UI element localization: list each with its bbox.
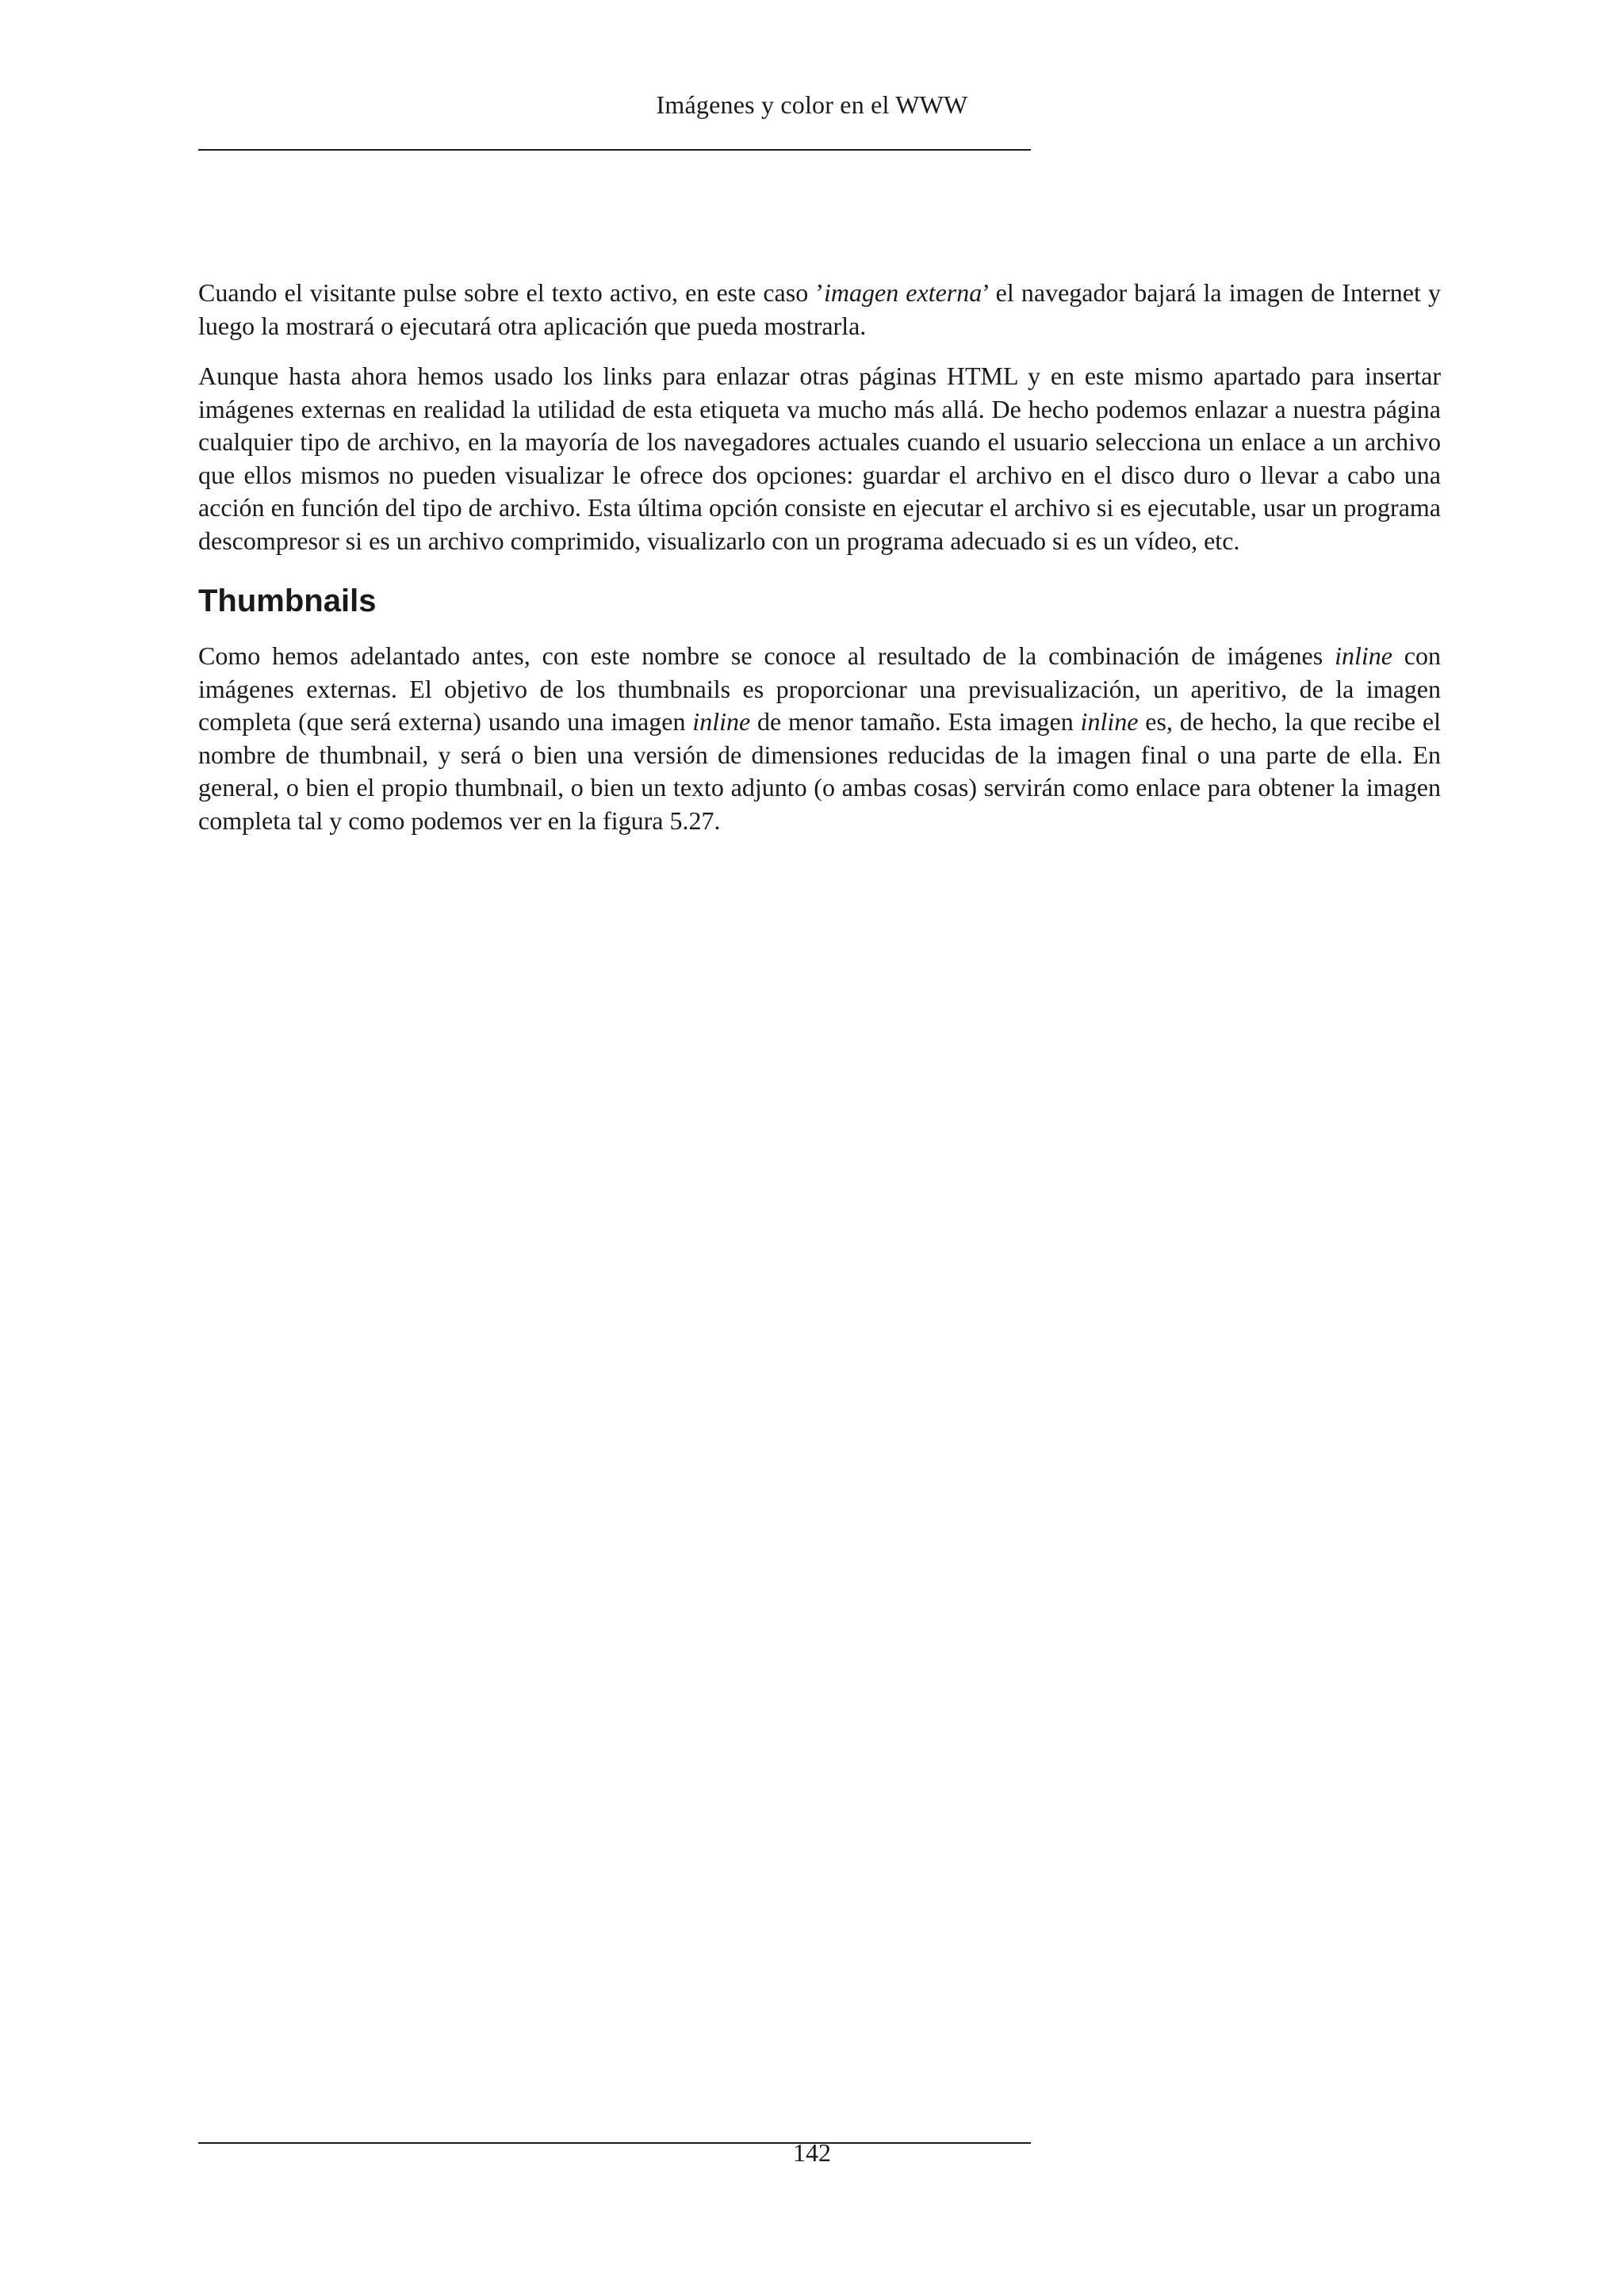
page-number: 142 xyxy=(793,2138,831,2167)
header-rule xyxy=(198,149,1031,151)
section-heading: Thumbnails xyxy=(198,584,377,618)
emphasis-inline-1: inline xyxy=(1335,641,1392,670)
paragraph-1 xyxy=(198,277,1441,342)
paragraph-3-segment-1: Como hemos adelantado antes, con este nombre se conoce al resultado de la combinación de imágenes xyxy=(198,641,1335,670)
paragraph-1-text-start: Cuando el visitante pulse sobre el texto activo, en este caso ’ xyxy=(198,278,824,307)
paragraph-1-text-end: ’ el navegador bajará la imagen de Internet y luego la mostrará o ejecutará otra aplicación que pueda mostrarla. xyxy=(198,278,1442,340)
emphasis-inline-3: inline xyxy=(1080,707,1139,736)
paragraph-3-segment-3: de menor tamaño. Esta imagen xyxy=(750,707,1081,736)
paragraph-3-segment-2: con imágenes externas. El objetivo de los thumbnails es proporcionar una previsualización, un aperitivo, de la imagen completa (que será externa) usando una imagen xyxy=(198,641,1442,736)
page-content xyxy=(198,277,1441,837)
paragraph-3 xyxy=(198,640,1441,837)
paragraph-2: Aunque hasta ahora hemos usado los links para enlazar otras páginas HTML y en este mismo apartado para insertar imágenes externas en realidad la utilidad de esta etiqueta va mucho más allá. De hecho podemos enlazar a nuestra página cualquier tipo de archivo, en la mayoría de los navegadores actuales cuando el usuario selecciona un enlace a un archivo que ellos mismos no pueden visualizar le ofrece dos opciones: guardar el archivo en el disco duro o llevar a cabo una acción en función del tipo de archivo. Esta última opción consiste en ejecutar el archivo si es ejecutable, usar un programa descompresor si es un archivo comprimido, visualizarlo con un programa adecuado si es un vídeo, etc. xyxy=(198,362,1441,555)
paragraph-3-segment-4: es, de hecho, la que recibe el nombre de thumbnail, y será o bien una versión de dimensiones reducidas de la imagen final o una parte de ella. En general, o bien el propio thumbnail, o bien un texto adjunto (o ambas cosas) servirán como enlace para obtener la imagen completa tal y como podemos ver en la figura 5.27. xyxy=(198,707,1442,835)
emphasis-inline-2: inline xyxy=(692,707,751,736)
emphasis-imagen-externa: imagen externa xyxy=(823,278,982,307)
running-header: Imágenes y color en el WWW xyxy=(656,90,968,119)
